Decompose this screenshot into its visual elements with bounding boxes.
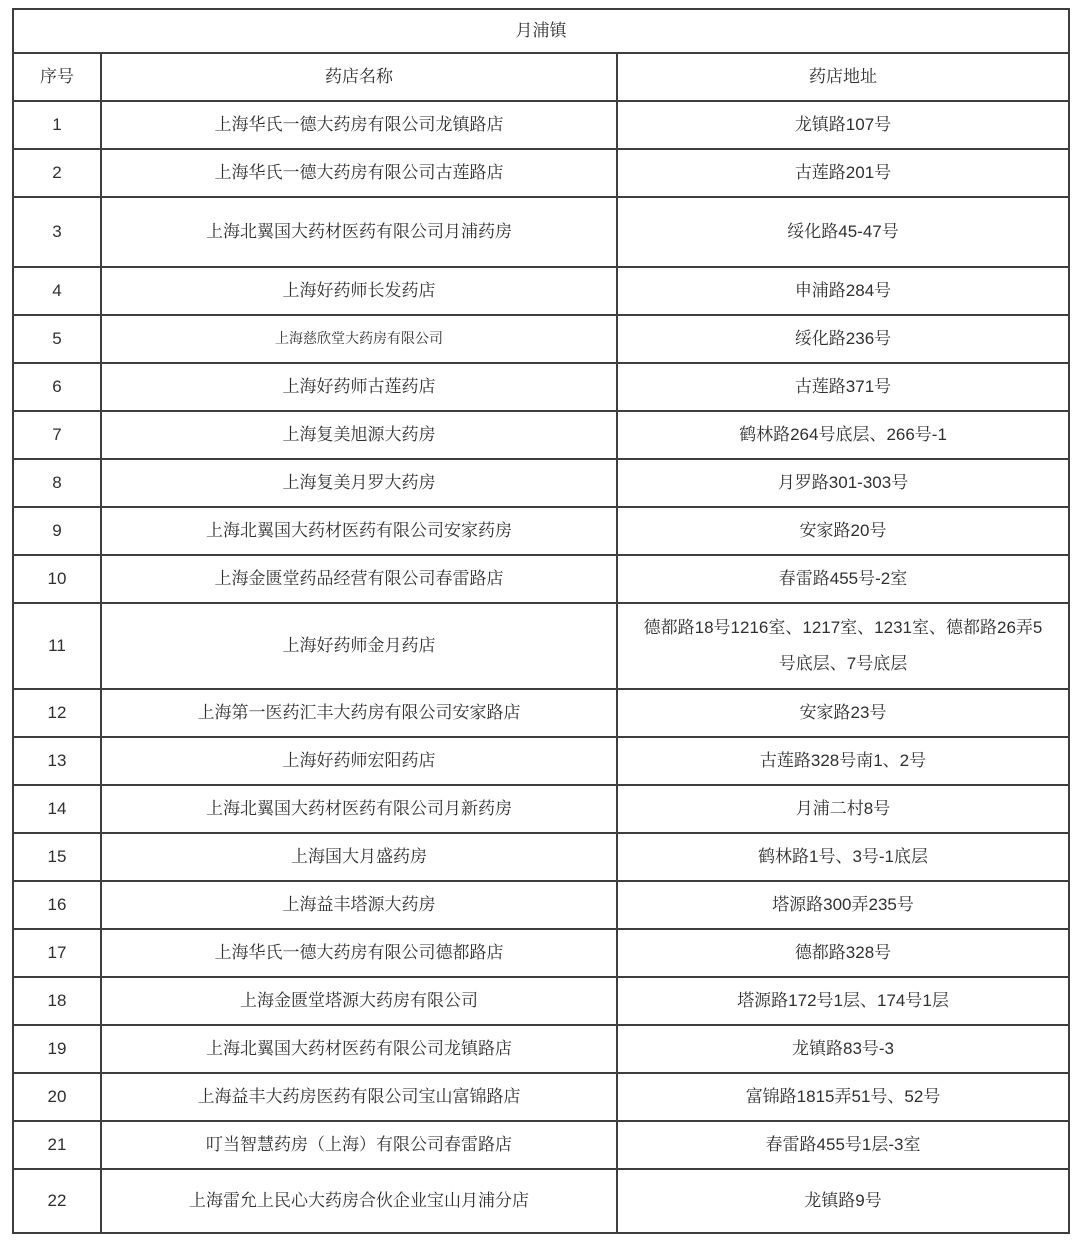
address-cell: 月浦二村8号 [617,785,1069,833]
table-title: 月浦镇 [13,9,1069,53]
address-cell: 龙镇路107号 [617,101,1069,149]
index-cell: 6 [13,363,101,411]
name-cell: 叮当智慧药房（上海）有限公司春雷路店 [101,1121,617,1169]
table-row [13,737,1069,785]
address-cell: 鹤林路264号底层、266号-1 [617,411,1069,459]
index-cell: 2 [13,149,101,197]
index-cell: 20 [13,1073,101,1121]
name-cell: 上海北翼国大药材医药有限公司月浦药房 [101,197,617,267]
index-cell: 8 [13,459,101,507]
address-cell: 德都路18号1216室、1217室、1231室、德都路26弄5号底层、7号底层 [617,603,1069,689]
table-row [13,507,1069,555]
address-cell: 德都路328号 [617,929,1069,977]
index-cell: 9 [13,507,101,555]
address-cell: 塔源路172号1层、174号1层 [617,977,1069,1025]
table-body [13,101,1069,1233]
name-cell: 上海好药师古莲药店 [101,363,617,411]
index-cell: 7 [13,411,101,459]
table-row [13,603,1069,689]
table-row [13,1169,1069,1233]
address-cell: 鹤林路1号、3号-1底层 [617,833,1069,881]
address-cell: 塔源路300弄235号 [617,881,1069,929]
table-row [13,1121,1069,1169]
name-cell: 上海北翼国大药材医药有限公司月新药房 [101,785,617,833]
table-row [13,149,1069,197]
table-row [13,929,1069,977]
index-cell: 5 [13,315,101,363]
address-cell: 古莲路328号南1、2号 [617,737,1069,785]
column-header-name: 药店名称 [101,53,617,101]
name-cell: 上海华氏一德大药房有限公司古莲路店 [101,149,617,197]
table-row [13,881,1069,929]
table-row [13,363,1069,411]
header-row [13,53,1069,101]
name-cell: 上海好药师长发药店 [101,267,617,315]
table-row [13,411,1069,459]
address-cell: 古莲路201号 [617,149,1069,197]
name-cell: 上海益丰塔源大药房 [101,881,617,929]
address-cell: 富锦路1815弄51号、52号 [617,1073,1069,1121]
address-cell: 龙镇路83号-3 [617,1025,1069,1073]
index-cell: 17 [13,929,101,977]
table-row [13,1025,1069,1073]
address-cell: 龙镇路9号 [617,1169,1069,1233]
pharmacy-table [12,8,1070,1234]
name-cell: 上海益丰大药房医药有限公司宝山富锦路店 [101,1073,617,1121]
address-cell: 绥化路45-47号 [617,197,1069,267]
address-cell: 月罗路301-303号 [617,459,1069,507]
name-cell: 上海慈欣堂大药房有限公司 [101,315,617,363]
name-cell: 上海复美月罗大药房 [101,459,617,507]
index-cell: 16 [13,881,101,929]
column-header-index: 序号 [13,53,101,101]
name-cell: 上海好药师宏阳药店 [101,737,617,785]
table-row [13,785,1069,833]
table-row [13,555,1069,603]
index-cell: 3 [13,197,101,267]
name-cell: 上海华氏一德大药房有限公司德都路店 [101,929,617,977]
address-cell: 春雷路455号-2室 [617,555,1069,603]
name-cell: 上海北翼国大药材医药有限公司龙镇路店 [101,1025,617,1073]
index-cell: 22 [13,1169,101,1233]
name-cell: 上海好药师金月药店 [101,603,617,689]
table-row [13,101,1069,149]
index-cell: 12 [13,689,101,737]
index-cell: 13 [13,737,101,785]
name-cell: 上海华氏一德大药房有限公司龙镇路店 [101,101,617,149]
name-cell: 上海复美旭源大药房 [101,411,617,459]
index-cell: 10 [13,555,101,603]
table-row [13,977,1069,1025]
address-cell: 安家路20号 [617,507,1069,555]
title-row [13,9,1069,53]
address-cell: 申浦路284号 [617,267,1069,315]
index-cell: 1 [13,101,101,149]
index-cell: 18 [13,977,101,1025]
address-cell: 安家路23号 [617,689,1069,737]
table-row [13,267,1069,315]
table-row [13,689,1069,737]
address-cell: 绥化路236号 [617,315,1069,363]
name-cell: 上海金匮堂塔源大药房有限公司 [101,977,617,1025]
index-cell: 21 [13,1121,101,1169]
index-cell: 11 [13,603,101,689]
table-row [13,315,1069,363]
name-cell: 上海国大月盛药房 [101,833,617,881]
address-cell: 古莲路371号 [617,363,1069,411]
name-cell: 上海第一医药汇丰大药房有限公司安家路店 [101,689,617,737]
index-cell: 15 [13,833,101,881]
index-cell: 14 [13,785,101,833]
table-row [13,459,1069,507]
table-row [13,833,1069,881]
table-row [13,197,1069,267]
index-cell: 19 [13,1025,101,1073]
address-cell: 春雷路455号1层-3室 [617,1121,1069,1169]
table-row [13,1073,1069,1121]
name-cell: 上海北翼国大药材医药有限公司安家药房 [101,507,617,555]
name-cell: 上海雷允上民心大药房合伙企业宝山月浦分店 [101,1169,617,1233]
column-header-address: 药店地址 [617,53,1069,101]
index-cell: 4 [13,267,101,315]
name-cell: 上海金匮堂药品经营有限公司春雷路店 [101,555,617,603]
